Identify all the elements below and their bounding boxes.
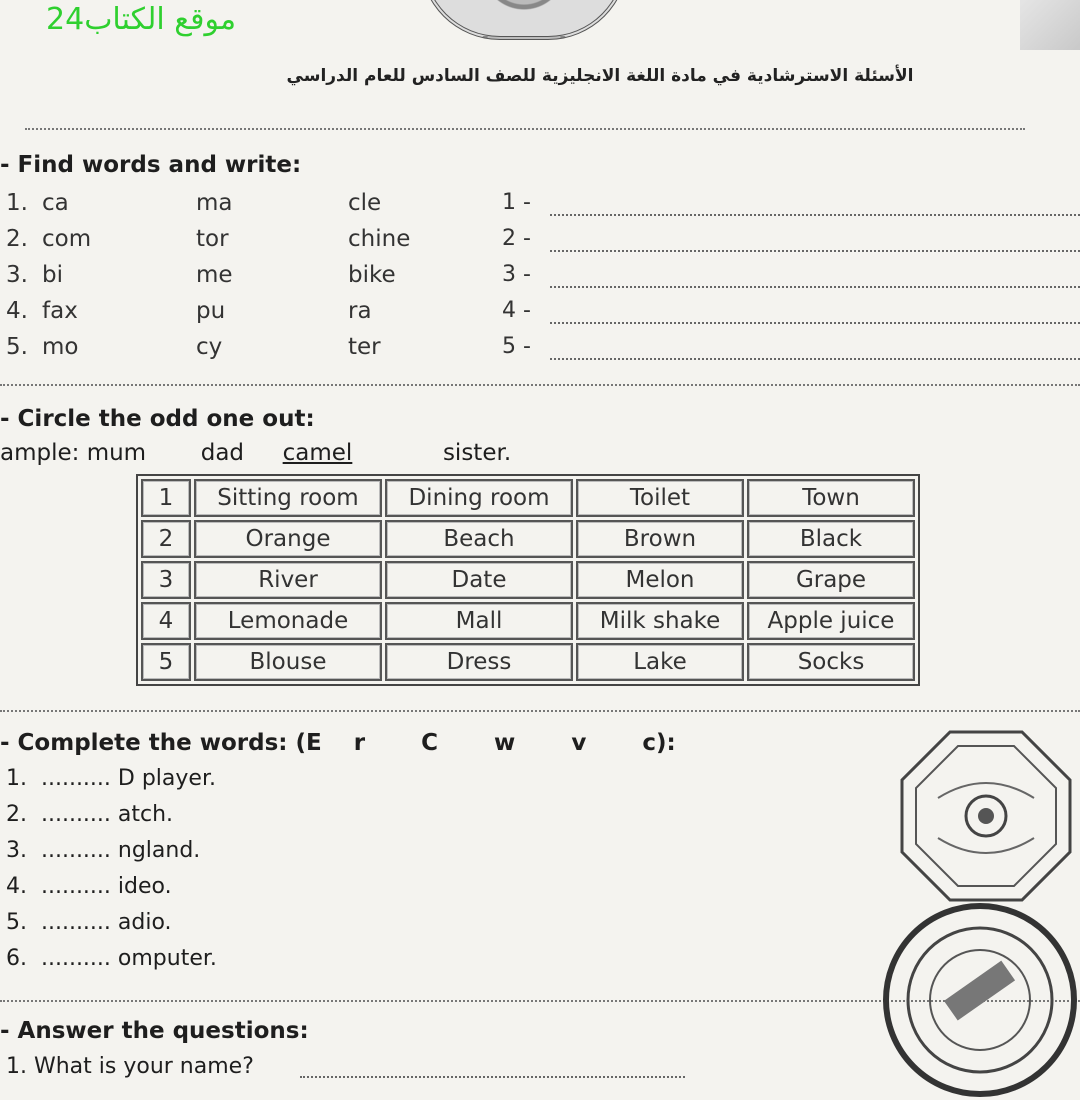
word-cell[interactable]: Blouse bbox=[194, 643, 382, 681]
octagon-stamp-icon bbox=[898, 728, 1074, 904]
q4-item: 1. What is your name? bbox=[6, 1054, 254, 1079]
table-row bbox=[141, 520, 915, 558]
q1-num: 4. bbox=[6, 298, 28, 324]
q1-title: - Find words and write: bbox=[0, 152, 302, 178]
word-cell[interactable]: Melon bbox=[576, 561, 744, 599]
table-row bbox=[141, 561, 915, 599]
word-cell[interactable]: Black bbox=[747, 520, 915, 558]
q1-answer-line[interactable] bbox=[550, 286, 1080, 288]
row-number: 3 bbox=[141, 561, 191, 599]
divider bbox=[25, 128, 1025, 130]
q1-syllable: mo bbox=[42, 334, 79, 360]
q2-title: - Circle the odd one out: bbox=[0, 406, 315, 432]
corner-smudge bbox=[1020, 0, 1080, 50]
q1-syllable: chine bbox=[348, 226, 411, 252]
q1-syllable: bike bbox=[348, 262, 396, 288]
q3-item[interactable]: 2. .......... atch. bbox=[6, 802, 174, 827]
word-cell[interactable]: Date bbox=[385, 561, 573, 599]
q1-syllable: ter bbox=[348, 334, 381, 360]
q1-syllable: fax bbox=[42, 298, 78, 324]
q3-item[interactable]: 3. .......... ngland. bbox=[6, 838, 201, 863]
q1-num: 1. bbox=[6, 190, 28, 216]
divider bbox=[0, 710, 1080, 712]
word-cell[interactable]: River bbox=[194, 561, 382, 599]
word-cell[interactable]: Apple juice bbox=[747, 602, 915, 640]
table-row bbox=[141, 602, 915, 640]
row-number: 1 bbox=[141, 479, 191, 517]
q1-num: 5. bbox=[6, 334, 28, 360]
table-row bbox=[141, 479, 915, 517]
q1-answer-line[interactable] bbox=[550, 322, 1080, 324]
row-number: 4 bbox=[141, 602, 191, 640]
ministry-seal-image bbox=[420, 0, 628, 40]
q1-answer-line[interactable] bbox=[550, 358, 1080, 360]
word-cell[interactable]: Mall bbox=[385, 602, 573, 640]
q3-item[interactable]: 6. .......... omputer. bbox=[6, 946, 217, 971]
q1-num: 3. bbox=[6, 262, 28, 288]
word-cell[interactable]: Sitting room bbox=[194, 479, 382, 517]
word-cell[interactable]: Brown bbox=[576, 520, 744, 558]
q2-example bbox=[0, 440, 511, 466]
q1-syllable: ca bbox=[42, 190, 69, 216]
example-word: sister. bbox=[442, 440, 512, 466]
q1-answer-line[interactable] bbox=[550, 214, 1080, 216]
q1-syllable: me bbox=[196, 262, 233, 288]
q1-syllable: ma bbox=[196, 190, 233, 216]
example-word: dad bbox=[200, 440, 245, 466]
q3-item[interactable]: 1. .......... D player. bbox=[6, 766, 216, 791]
q3-item[interactable]: 4. .......... ideo. bbox=[6, 874, 172, 899]
q4-title: - Answer the questions: bbox=[0, 1018, 309, 1044]
word-cell[interactable]: Grape bbox=[747, 561, 915, 599]
q1-answer-num: 3 - bbox=[502, 262, 531, 287]
word-cell[interactable]: Socks bbox=[747, 643, 915, 681]
word-cell[interactable]: Toilet bbox=[576, 479, 744, 517]
q1-syllable: cy bbox=[196, 334, 223, 360]
q1-answer-num: 4 - bbox=[502, 298, 531, 323]
q1-syllable: com bbox=[42, 226, 92, 252]
q3-item[interactable]: 5. .......... adio. bbox=[6, 910, 172, 935]
divider bbox=[0, 384, 1080, 386]
q3-title: - Complete the words: (E r C w v c): bbox=[0, 730, 676, 756]
word-cell[interactable]: Lemonade bbox=[194, 602, 382, 640]
table-row bbox=[141, 643, 915, 681]
word-cell[interactable]: Milk shake bbox=[576, 602, 744, 640]
example-prefix: ample: mum bbox=[0, 440, 147, 466]
word-cell[interactable]: Dress bbox=[385, 643, 573, 681]
q1-syllable: ra bbox=[348, 298, 372, 324]
word-cell[interactable]: Dining room bbox=[385, 479, 573, 517]
example-word-underlined: camel bbox=[282, 440, 353, 466]
q4-answer-line[interactable] bbox=[300, 1076, 685, 1078]
q1-answer-num: 1 - bbox=[502, 190, 531, 215]
row-number: 2 bbox=[141, 520, 191, 558]
page-header-title: الأسئلة الاسترشادية في مادة اللغة الانجليزية للصف السادس للعام الدراسي bbox=[286, 66, 914, 86]
q1-syllable: pu bbox=[196, 298, 226, 324]
word-cell[interactable]: Town bbox=[747, 479, 915, 517]
q1-answer-line[interactable] bbox=[550, 250, 1080, 252]
word-cell[interactable]: Beach bbox=[385, 520, 573, 558]
q1-syllable: bi bbox=[42, 262, 63, 288]
q1-num: 2. bbox=[6, 226, 28, 252]
row-number: 5 bbox=[141, 643, 191, 681]
odd-one-out-table bbox=[136, 474, 920, 686]
q1-answer-num: 5 - bbox=[502, 334, 531, 359]
word-cell[interactable]: Orange bbox=[194, 520, 382, 558]
round-stamp-icon bbox=[880, 900, 1080, 1100]
q1-syllable: tor bbox=[196, 226, 229, 252]
site-watermark: موقع الكتاب24 bbox=[46, 2, 237, 37]
q1-syllable: cle bbox=[348, 190, 382, 216]
word-cell[interactable]: Lake bbox=[576, 643, 744, 681]
q1-answer-num: 2 - bbox=[502, 226, 531, 251]
